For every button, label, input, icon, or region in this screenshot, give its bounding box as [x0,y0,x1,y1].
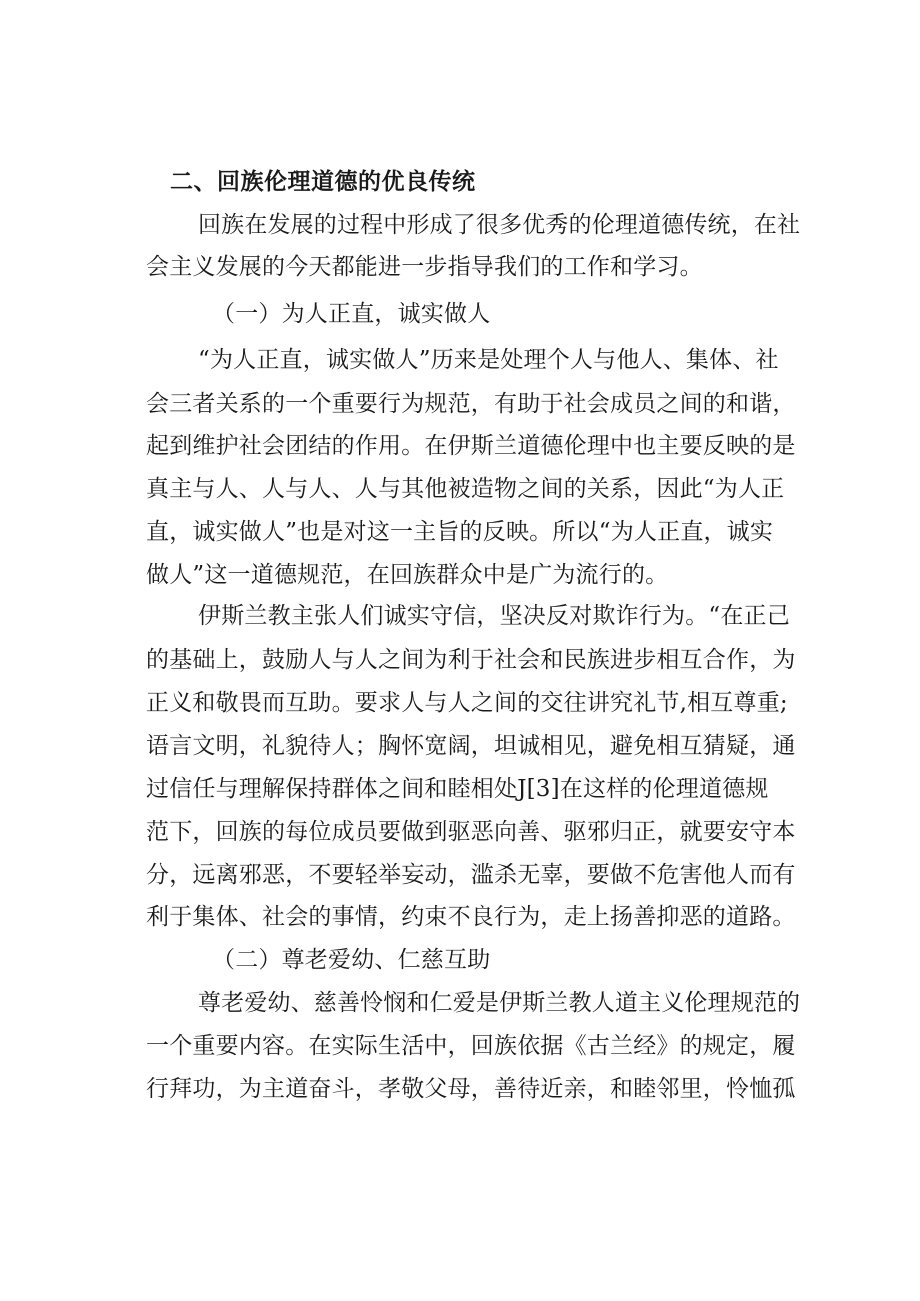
text-line: 利于集体、社会的事情，约束不良行为，走上扬善抑恶的道路。 [146,904,796,930]
text-line: 分，远离邪恶，不要轻举妄动，滥杀无辜，要做不危害他人而有 [146,862,796,888]
text-line: 语言文明，礼貌待人；胸怀宽阔，坦诚相见，避免相互猜疑，通 [146,733,796,759]
text-line: 尊老爱幼、慈善怜悯和仁爱是伊斯兰教人道主义伦理规范的 [198,990,801,1016]
text-line: 行拜功，为主道奋斗，孝敬父母，善待近亲，和睦邻里，怜恤孤 [146,1076,796,1102]
text-line: 的基础上，鼓励人与人之间为利于社会和民族进步相互合作，为 [146,647,796,673]
subsection-heading: （一）为人正直，诚实做人 [212,301,491,327]
text-line: 伊斯兰教主张人们诚实守信，坚决反对欺诈行为。“在正己 [198,603,790,629]
text-line: 会三者关系的一个重要行为规范，有助于社会成员之间的和谐， [146,391,796,417]
subsection-heading: （二）尊老爱幼、仁慈互助 [212,947,491,973]
text-line: 做人”这一道德规范，在回族群众中是广为流行的。 [146,562,669,588]
text-line: 会主义发展的今天都能进一步指导我们的工作和学习。 [146,254,703,280]
text-line: 真主与人、人与人、人与其他被造物之间的关系，因此“为人正 [146,476,785,502]
text-line: 起到维护社会团结的作用。在伊斯兰道德伦理中也主要反映的是 [146,433,796,459]
text-line: “为人正直，诚实做人”历来是处理个人与他人、集体、社 [198,347,779,373]
text-line: 直，诚实做人”也是对这一主旨的反映。所以“为人正直，诚实 [146,519,774,545]
text-line: 过信任与理解保持群体之间和睦相处J[3]在这样的伦理道德规 [146,776,769,802]
text-line: 正义和敬畏而互助。要求人与人之间的交往讲究礼节,相互尊重; [146,690,788,716]
section-heading: 二、回族伦理道德的优良传统 [170,169,476,195]
text-line: 回族在发展的过程中形成了很多优秀的伦理道德传统，在社 [198,212,801,238]
text-line: 一个重要内容。在实际生活中，回族依据《古兰经》的规定，履 [146,1033,796,1059]
text-line: 范下，回族的每位成员要做到驱恶向善、驱邪归正，就要安守本 [146,819,796,845]
